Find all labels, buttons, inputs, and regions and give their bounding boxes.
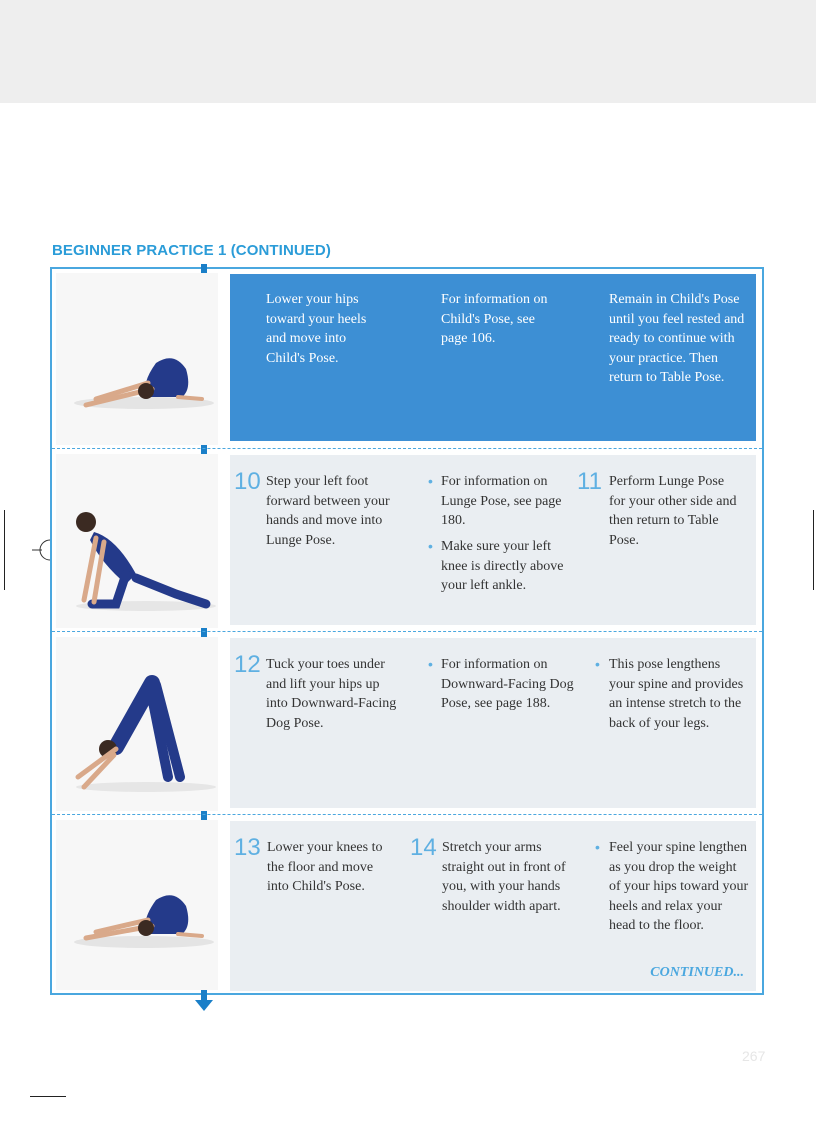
instruction-panel [230,821,756,991]
bullet-dot-icon: • [428,656,433,672]
top-band [0,0,816,103]
step-number: 10 [234,468,261,495]
info-text: For information on Downward-Facing Dog Pose, see page 188. [441,657,574,711]
crop-mark-bottom-left [30,1096,66,1097]
dashed-divider [52,448,762,449]
instruction-text: Stretch your arms straight out in front of you, with your hands shoulder width apart. [442,840,566,914]
continued-label: CONTINUED... [650,965,744,980]
bullet-dot-icon: • [595,656,600,672]
step-number: 11 [577,468,602,495]
instruction-text: Lower your hips toward your heels and move into Child's Pose. [266,292,367,366]
instruction-text: Tuck your toes under and lift your hips up into Downward-Facing Dog Pose. [266,657,397,731]
instruction-text: Lower your knees to the floor and move into Child's Pose. [267,840,383,894]
page-number: 267 [742,1048,766,1064]
step-row-lunge [52,450,762,632]
lunge-pose-photo [56,454,218,628]
step-number: 12 [234,651,261,678]
childs-pose-photo [56,820,218,990]
crop-mark-left [4,510,5,590]
step-row-childs-pose [52,269,762,449]
info-text: For information on Lunge Pose, see page 180. [441,474,562,528]
instruction-panel [230,455,756,625]
instruction-panel [230,274,756,441]
dashed-divider [52,814,762,815]
crop-mark-right [813,510,814,590]
step-row-downward-dog [52,633,762,815]
bullet-dot-icon: • [428,538,433,554]
tip-text: Remain in Child's Pose until you feel rested and ready to continue with your practice. Then return to Table Pose. [609,292,745,385]
tip-text: Feel your spine lengthen as you drop the weight of your hips toward your heels and relax your head to the floor. [609,840,749,933]
bullet-dot-icon: • [428,473,433,489]
instruction-text: Perform Lunge Pose for your other side and then return to Table Pose. [609,474,737,548]
instruction-text: Step your left foot forward between your hands and move into Lunge Pose. [266,474,390,548]
step-number: 13 [234,834,261,861]
step-number: 14 [410,834,437,861]
tip-text: Make sure your left knee is directly above your left ankle. [441,539,564,593]
childs-pose-photo [56,273,218,445]
downward-dog-photo [56,637,218,811]
tip-text: This pose lengthens your spine and provides an intense stretch to the back of your legs. [609,657,744,731]
bullet-dot-icon: • [595,839,600,855]
info-text: For information on Child's Pose, see page 106. [441,292,548,346]
step-row-childs-pose-2 [52,816,762,994]
section-title: BEGINNER PRACTICE 1 (CONTINUED) [52,242,331,259]
dashed-divider [52,631,762,632]
instruction-panel [230,638,756,808]
